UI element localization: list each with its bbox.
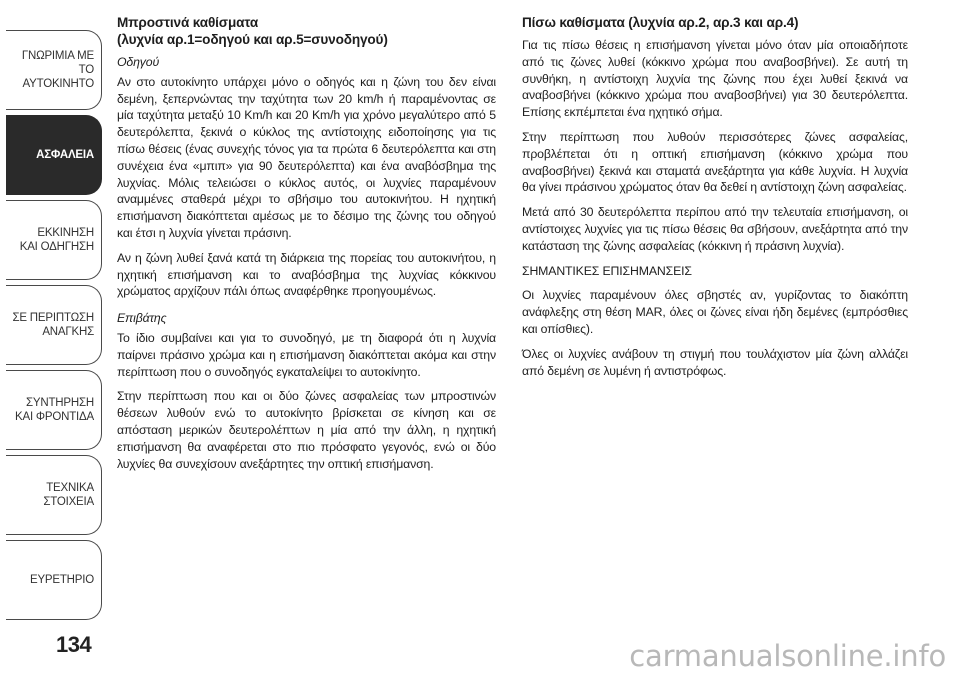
paragraph: Το ίδιο συμβαίνει και για το συνοδηγό, με τη διαφορά ότι η λυχνία παίρνει πράσινο χρώμα και η επισήμανση διακόπτεται ακόμα και στην περίπτωση που ο συνοδηγός εγκαταλείψει το αυτοκίνητο. xyxy=(117,330,496,379)
tab-label: ΑΣΦΑΛΕΙΑ xyxy=(36,149,94,161)
paragraph: Όλες οι λυχνίες ανάβουν τη στιγμή που τουλάχιστον μία ζώνη αλλάζει από δεμένη σε λυμένη ή αντιστρόφως. xyxy=(522,346,908,378)
rear-seats-heading: Πίσω καθίσματα (λυχνία αρ.2, αρ.3 και αρ.4) xyxy=(522,15,799,30)
heading-line: Μπροστινά καθίσματα xyxy=(117,15,259,30)
tab-maintenance[interactable] xyxy=(6,370,102,450)
left-column xyxy=(117,14,496,480)
chapter-sidebar xyxy=(0,0,104,677)
tab-label: ΕΚΚΙΝΗΣΗ ΚΑΙ ΟΔΗΓΗΣΗ xyxy=(19,227,94,253)
tab-label: ΓΝΩΡΙΜΙΑ ΜΕ ΤΟ ΑΥΤΟΚΙΝΗΤΟ xyxy=(21,50,94,90)
paragraph: Για τις πίσω θέσεις η επισήμανση γίνεται μόνο όταν μία οποιαδήποτε από τις ζώνες λυθεί (κόκκινο χρώμα που αναβοσβήνει). Σε αυτή τη συνθήκη, η αντίστοιχη λυχνία της ζώνης που έχει λυθεί ξεκινά να αναβοσβήνει (κόκκινο χρώμα που αναβοσβήνει) για 30 δευτερόλεπτα. Επίσης εκπέμπεται ένα ηχητικό σήμα. xyxy=(522,38,908,120)
right-column xyxy=(522,14,908,387)
tab-label: ΤΕΧΝΙΚΑ ΣΤΟΙΧΕΙΑ xyxy=(43,482,94,508)
page-number: 134 xyxy=(56,632,92,657)
paragraph: Αν η ζώνη λυθεί ξανά κατά τη διάρκεια της πορείας του αυτοκινήτου, η ηχητική επισήμανση και το αναβόσβημα της λυχνίας κόκκινου χρώματος αρχίζουν πάλι όπως αναφέρθηκε προηγουμένως. xyxy=(117,250,496,299)
tab-index[interactable] xyxy=(6,540,102,620)
heading-line: (λυχνία αρ.1=οδηγού και αρ.5=συνοδηγού) xyxy=(117,32,388,47)
tab-label: ΣΕ ΠΕΡΙΠΤΩΣΗ ΑΝΑΓΚΗΣ xyxy=(12,312,94,338)
tab-starting-and-driving[interactable] xyxy=(6,200,102,280)
paragraph: Στην περίπτωση που και οι δύο ζώνες ασφαλείας των μπροστινών θέσεων λυθούν ενώ το αυτοκίνητο βρίσκεται σε κίνηση και σε απόσταση μερικών δευτερολέπτων η μία από την άλλη, η ηχητική επισήμανση θα αναφέρεται στο πιο πρόσφατο γεγονός, ενώ οι δύο λυχνίες θα συνεχίσουν ανεξάρτητες την οπτική επισήμανση. xyxy=(117,389,496,471)
paragraph: Αν στο αυτοκίνητο υπάρχει μόνο ο οδηγός και η ζώνη του δεν είναι δεμένη, ξεπερνώντας την ταχύτητα των 20 km/h ή παραμένοντας σε μία ταχύτητα μεταξύ 10 Km/h και 20 Km/h για χρόνο μεγαλύτερο από 5 δευτερόλεπτα, ξεκινά ο κύκλος της αντίστοιχης ειδοποίησης για τις πίσω θέσεις (ένας συνεχής τόνος για τα πρώτα 6 δευτερόλεπτα και στη συνέχεια ένα «μπιπ» για 90 δευτερόλεπτα) και ένα αναβόσβημα της λυχνίας. Μόλις τελειώσει ο κύκλος αυτός, οι λυχνίες παραμένουν αναμμένες σταθερά μέχρι το σβήσιμο του αυτοκινήτου. Η ηχητική επισήμανση διακόπτεται αμέσως με το δέσιμο της ζώνης του οδηγού και έτσι η λυχνία γίνεται πράσινη. xyxy=(117,74,496,240)
paragraph: Στην περίπτωση που λυθούν περισσότερες ζώνες ασφαλείας, προβλέπεται ότι η οπτική επισήμανση (κόκκινο χρώμα που αναβοσβήνει) ξεκινά και σταματά ανεξάρτητα για κάθε λυχνία. Η λυχνία θα γίνει πράσινου χρώματος όταν θα δεθεί η αντίστοιχη ζώνη ασφαλείας. xyxy=(522,129,908,195)
passenger-subheading: Επιβάτης xyxy=(117,311,167,326)
tab-technical-data[interactable] xyxy=(6,455,102,535)
paragraph: Οι λυχνίες παραμένουν όλες σβηστές αν, γυρίζοντας το διακόπτη ανάφλεξης στη θέση MAR, όλες οι ζώνες είναι ήδη δεμένες (εμπρόσθιες και οπίσθιες). xyxy=(522,288,908,336)
tab-label: ΕΥΡΕΤΗΡΙΟ xyxy=(29,574,94,586)
tab-emergency[interactable] xyxy=(6,285,102,365)
front-seats-heading xyxy=(117,14,496,48)
important-notes-title: ΣΗΜΑΝΤΙΚΕΣ ΕΠΙΣΗΜΑΝΣΕΙΣ xyxy=(522,263,692,278)
tab-getting-to-know-car[interactable] xyxy=(6,30,102,110)
watermark: carmanualsonline.info xyxy=(629,639,946,673)
driver-subheading: Οδηγού xyxy=(117,55,160,69)
tab-label: ΣΥΝΤΗΡΗΣΗ ΚΑΙ ΦΡΟΝΤΙΔΑ xyxy=(15,397,94,423)
paragraph: Μετά από 30 δευτερόλεπτα περίπου από την τελευταία επισήμανση, οι αντίστοιχες λυχνίες για τις πίσω θέσεις θα σβήσουν, ανεξάρτητα από την κατάσταση της ζώνης ασφαλείας (κόκκινη ή πράσινη λυχνία). xyxy=(522,205,908,253)
tab-safety[interactable] xyxy=(6,115,102,195)
